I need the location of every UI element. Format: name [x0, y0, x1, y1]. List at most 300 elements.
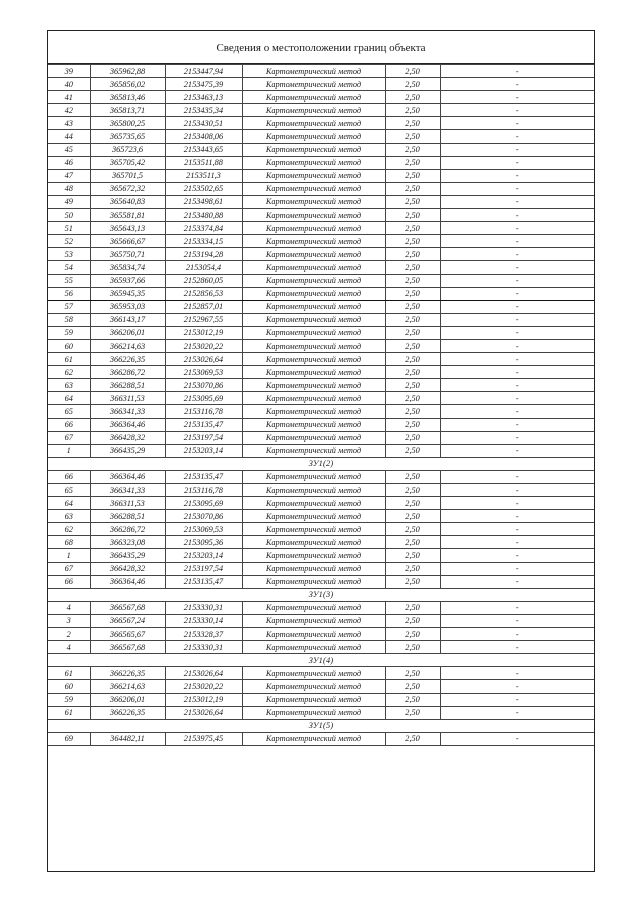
method-cell: Картометрический метод [242, 431, 385, 444]
point-number-cell: 4 [48, 601, 90, 614]
note-cell: - [440, 130, 594, 143]
method-cell: Картометрический метод [242, 418, 385, 431]
table-row [48, 130, 594, 143]
y-coordinate-cell: 2153012,19 [165, 326, 242, 339]
note-cell: - [440, 182, 594, 195]
x-coordinate-cell: 365643,13 [90, 222, 165, 235]
table-row [48, 732, 594, 745]
x-coordinate-cell: 366428,32 [90, 562, 165, 575]
coordinates-table [48, 64, 594, 746]
y-coordinate-cell: 2153135,47 [165, 418, 242, 431]
table-body [48, 65, 594, 746]
point-number-cell: 60 [48, 680, 90, 693]
note-cell: - [440, 497, 594, 510]
x-coordinate-cell: 365834,74 [90, 261, 165, 274]
note-cell: - [440, 65, 594, 78]
x-coordinate-cell: 365800,25 [90, 117, 165, 130]
y-coordinate-cell: 2153026,64 [165, 667, 242, 680]
y-coordinate-cell: 2152860,05 [165, 274, 242, 287]
table-row [48, 497, 594, 510]
point-number-cell: 55 [48, 274, 90, 287]
accuracy-cell: 2,50 [385, 326, 440, 339]
y-coordinate-cell: 2153116,78 [165, 484, 242, 497]
note-cell: - [440, 222, 594, 235]
y-coordinate-cell: 2153374,84 [165, 222, 242, 235]
method-cell: Картометрический метод [242, 104, 385, 117]
y-coordinate-cell: 2153070,86 [165, 379, 242, 392]
point-number-cell: 59 [48, 326, 90, 339]
point-number-cell: 64 [48, 392, 90, 405]
y-coordinate-cell: 2153511,3 [165, 169, 242, 182]
y-coordinate-cell: 2153498,61 [165, 195, 242, 208]
x-coordinate-cell: 365701,5 [90, 169, 165, 182]
accuracy-cell: 2,50 [385, 366, 440, 379]
method-cell: Картометрический метод [242, 195, 385, 208]
method-cell: Картометрический метод [242, 91, 385, 104]
method-cell: Картометрический метод [242, 209, 385, 222]
note-cell: - [440, 91, 594, 104]
method-cell: Картометрический метод [242, 274, 385, 287]
point-number-cell: 61 [48, 706, 90, 719]
method-cell: Картометрический метод [242, 732, 385, 745]
method-cell: Картометрический метод [242, 562, 385, 575]
section-header-row [48, 588, 594, 601]
point-number-cell: 1 [48, 444, 90, 457]
table-row [48, 248, 594, 261]
method-cell: Картометрический метод [242, 287, 385, 300]
x-coordinate-cell: 365735,65 [90, 130, 165, 143]
x-coordinate-cell: 365750,71 [90, 248, 165, 261]
point-number-cell: 47 [48, 169, 90, 182]
accuracy-cell: 2,50 [385, 614, 440, 627]
y-coordinate-cell: 2153095,69 [165, 392, 242, 405]
note-cell: - [440, 444, 594, 457]
y-coordinate-cell: 2153330,31 [165, 601, 242, 614]
y-coordinate-cell: 2153095,69 [165, 497, 242, 510]
point-number-cell: 58 [48, 313, 90, 326]
point-number-cell: 41 [48, 91, 90, 104]
x-coordinate-cell: 366435,29 [90, 549, 165, 562]
table-row [48, 549, 594, 562]
y-coordinate-cell: 2153026,64 [165, 353, 242, 366]
point-number-cell: 49 [48, 195, 90, 208]
point-number-cell: 57 [48, 300, 90, 313]
table-row [48, 209, 594, 222]
table-row [48, 641, 594, 654]
point-number-cell: 60 [48, 339, 90, 352]
note-cell: - [440, 366, 594, 379]
x-coordinate-cell: 365945,35 [90, 287, 165, 300]
method-cell: Картометрический метод [242, 326, 385, 339]
table-row [48, 313, 594, 326]
table-row [48, 235, 594, 248]
note-cell: - [440, 706, 594, 719]
table-row [48, 169, 594, 182]
table-row [48, 667, 594, 680]
point-number-cell: 46 [48, 156, 90, 169]
y-coordinate-cell: 2153511,88 [165, 156, 242, 169]
y-coordinate-cell: 2153069,53 [165, 523, 242, 536]
y-coordinate-cell: 2153975,45 [165, 732, 242, 745]
point-number-cell: 3 [48, 614, 90, 627]
method-cell: Картометрический метод [242, 470, 385, 483]
table-row [48, 143, 594, 156]
method-cell: Картометрический метод [242, 169, 385, 182]
accuracy-cell: 2,50 [385, 562, 440, 575]
table-row [48, 78, 594, 91]
note-cell: - [440, 274, 594, 287]
accuracy-cell: 2,50 [385, 274, 440, 287]
x-coordinate-cell: 365666,67 [90, 235, 165, 248]
x-coordinate-cell: 365581,81 [90, 209, 165, 222]
table-row [48, 65, 594, 78]
note-cell: - [440, 209, 594, 222]
point-number-cell: 2 [48, 628, 90, 641]
y-coordinate-cell: 2153480,88 [165, 209, 242, 222]
accuracy-cell: 2,50 [385, 523, 440, 536]
point-number-cell: 61 [48, 667, 90, 680]
accuracy-cell: 2,50 [385, 287, 440, 300]
note-cell: - [440, 628, 594, 641]
note-cell: - [440, 431, 594, 444]
note-cell: - [440, 536, 594, 549]
accuracy-cell: 2,50 [385, 117, 440, 130]
note-cell: - [440, 195, 594, 208]
x-coordinate-cell: 366567,68 [90, 601, 165, 614]
point-number-cell: 63 [48, 379, 90, 392]
note-cell: - [440, 261, 594, 274]
table-row [48, 104, 594, 117]
table-row [48, 274, 594, 287]
accuracy-cell: 2,50 [385, 313, 440, 326]
method-cell: Картометрический метод [242, 65, 385, 78]
x-coordinate-cell: 365937,66 [90, 274, 165, 287]
x-coordinate-cell: 366364,46 [90, 470, 165, 483]
method-cell: Картометрический метод [242, 353, 385, 366]
table-row [48, 222, 594, 235]
note-cell: - [440, 418, 594, 431]
method-cell: Картометрический метод [242, 339, 385, 352]
method-cell: Картометрический метод [242, 575, 385, 588]
method-cell: Картометрический метод [242, 392, 385, 405]
point-number-cell: 40 [48, 78, 90, 91]
x-coordinate-cell: 366428,32 [90, 431, 165, 444]
accuracy-cell: 2,50 [385, 78, 440, 91]
x-coordinate-cell: 366567,68 [90, 641, 165, 654]
table-row [48, 366, 594, 379]
y-coordinate-cell: 2153435,34 [165, 104, 242, 117]
note-cell: - [440, 235, 594, 248]
note-cell: - [440, 667, 594, 680]
x-coordinate-cell: 366214,63 [90, 339, 165, 352]
x-coordinate-cell: 366364,46 [90, 418, 165, 431]
y-coordinate-cell: 2153194,28 [165, 248, 242, 261]
table-row [48, 392, 594, 405]
x-coordinate-cell: 365962,88 [90, 65, 165, 78]
table-row [48, 523, 594, 536]
method-cell: Картометрический метод [242, 366, 385, 379]
table-row [48, 353, 594, 366]
method-cell: Картометрический метод [242, 156, 385, 169]
point-number-cell: 67 [48, 431, 90, 444]
x-coordinate-cell: 365723,6 [90, 143, 165, 156]
y-coordinate-cell: 2153328,37 [165, 628, 242, 641]
y-coordinate-cell: 2153330,31 [165, 641, 242, 654]
accuracy-cell: 2,50 [385, 392, 440, 405]
table-row [48, 379, 594, 392]
method-cell: Картометрический метод [242, 405, 385, 418]
point-number-cell: 44 [48, 130, 90, 143]
note-cell: - [440, 601, 594, 614]
point-number-cell: 63 [48, 510, 90, 523]
point-number-cell: 39 [48, 65, 90, 78]
section-label: ЗУ1(3) [48, 588, 594, 601]
point-number-cell: 61 [48, 353, 90, 366]
table-row [48, 339, 594, 352]
note-cell: - [440, 693, 594, 706]
note-cell: - [440, 287, 594, 300]
point-number-cell: 48 [48, 182, 90, 195]
x-coordinate-cell: 366206,01 [90, 326, 165, 339]
y-coordinate-cell: 2153197,54 [165, 431, 242, 444]
accuracy-cell: 2,50 [385, 706, 440, 719]
note-cell: - [440, 392, 594, 405]
point-number-cell: 1 [48, 549, 90, 562]
accuracy-cell: 2,50 [385, 379, 440, 392]
point-number-cell: 52 [48, 235, 90, 248]
method-cell: Картометрический метод [242, 313, 385, 326]
section-label: ЗУ1(2) [48, 457, 594, 470]
accuracy-cell: 2,50 [385, 130, 440, 143]
section-label: ЗУ1(5) [48, 719, 594, 732]
section-header-row [48, 719, 594, 732]
method-cell: Картометрический метод [242, 641, 385, 654]
table-row [48, 575, 594, 588]
x-coordinate-cell: 366435,29 [90, 444, 165, 457]
method-cell: Картометрический метод [242, 444, 385, 457]
method-cell: Картометрический метод [242, 614, 385, 627]
table-row [48, 510, 594, 523]
note-cell: - [440, 510, 594, 523]
y-coordinate-cell: 2153026,64 [165, 706, 242, 719]
method-cell: Картометрический метод [242, 130, 385, 143]
note-cell: - [440, 353, 594, 366]
note-cell: - [440, 326, 594, 339]
x-coordinate-cell: 366143,17 [90, 313, 165, 326]
table-row [48, 562, 594, 575]
y-coordinate-cell: 2153430,51 [165, 117, 242, 130]
method-cell: Картометрический метод [242, 680, 385, 693]
accuracy-cell: 2,50 [385, 248, 440, 261]
accuracy-cell: 2,50 [385, 104, 440, 117]
y-coordinate-cell: 2153135,47 [165, 470, 242, 483]
table-row [48, 117, 594, 130]
note-cell: - [440, 614, 594, 627]
y-coordinate-cell: 2153330,14 [165, 614, 242, 627]
point-number-cell: 56 [48, 287, 90, 300]
accuracy-cell: 2,50 [385, 641, 440, 654]
note-cell: - [440, 156, 594, 169]
method-cell: Картометрический метод [242, 143, 385, 156]
point-number-cell: 64 [48, 497, 90, 510]
note-cell: - [440, 78, 594, 91]
y-coordinate-cell: 2153069,53 [165, 366, 242, 379]
accuracy-cell: 2,50 [385, 65, 440, 78]
point-number-cell: 45 [48, 143, 90, 156]
x-coordinate-cell: 365640,83 [90, 195, 165, 208]
point-number-cell: 66 [48, 418, 90, 431]
accuracy-cell: 2,50 [385, 510, 440, 523]
point-number-cell: 59 [48, 693, 90, 706]
method-cell: Картометрический метод [242, 300, 385, 313]
table-row [48, 484, 594, 497]
y-coordinate-cell: 2153334,15 [165, 235, 242, 248]
accuracy-cell: 2,50 [385, 431, 440, 444]
method-cell: Картометрический метод [242, 536, 385, 549]
x-coordinate-cell: 366567,24 [90, 614, 165, 627]
method-cell: Картометрический метод [242, 628, 385, 641]
accuracy-cell: 2,50 [385, 549, 440, 562]
accuracy-cell: 2,50 [385, 169, 440, 182]
x-coordinate-cell: 365856,02 [90, 78, 165, 91]
note-cell: - [440, 523, 594, 536]
point-number-cell: 69 [48, 732, 90, 745]
method-cell: Картометрический метод [242, 693, 385, 706]
y-coordinate-cell: 2153408,06 [165, 130, 242, 143]
table-row [48, 680, 594, 693]
x-coordinate-cell: 366341,33 [90, 484, 165, 497]
note-cell: - [440, 143, 594, 156]
note-cell: - [440, 300, 594, 313]
method-cell: Картометрический метод [242, 510, 385, 523]
accuracy-cell: 2,50 [385, 300, 440, 313]
table-row [48, 300, 594, 313]
point-number-cell: 68 [48, 536, 90, 549]
point-number-cell: 65 [48, 405, 90, 418]
y-coordinate-cell: 2153054,4 [165, 261, 242, 274]
accuracy-cell: 2,50 [385, 222, 440, 235]
x-coordinate-cell: 366341,33 [90, 405, 165, 418]
x-coordinate-cell: 365813,46 [90, 91, 165, 104]
y-coordinate-cell: 2153197,54 [165, 562, 242, 575]
table-row [48, 326, 594, 339]
accuracy-cell: 2,50 [385, 235, 440, 248]
x-coordinate-cell: 366214,63 [90, 680, 165, 693]
x-coordinate-cell: 366206,01 [90, 693, 165, 706]
method-cell: Картометрический метод [242, 601, 385, 614]
accuracy-cell: 2,50 [385, 667, 440, 680]
method-cell: Картометрический метод [242, 484, 385, 497]
method-cell: Картометрический метод [242, 261, 385, 274]
y-coordinate-cell: 2153443,65 [165, 143, 242, 156]
table-row [48, 91, 594, 104]
accuracy-cell: 2,50 [385, 143, 440, 156]
y-coordinate-cell: 2153203,14 [165, 444, 242, 457]
accuracy-cell: 2,50 [385, 353, 440, 366]
method-cell: Картометрический метод [242, 78, 385, 91]
table-row [48, 444, 594, 457]
x-coordinate-cell: 366288,51 [90, 510, 165, 523]
accuracy-cell: 2,50 [385, 470, 440, 483]
y-coordinate-cell: 2153020,22 [165, 339, 242, 352]
method-cell: Картометрический метод [242, 117, 385, 130]
x-coordinate-cell: 366286,72 [90, 366, 165, 379]
method-cell: Картометрический метод [242, 497, 385, 510]
accuracy-cell: 2,50 [385, 156, 440, 169]
table-row [48, 195, 594, 208]
accuracy-cell: 2,50 [385, 536, 440, 549]
note-cell: - [440, 313, 594, 326]
y-coordinate-cell: 2153116,78 [165, 405, 242, 418]
note-cell: - [440, 339, 594, 352]
accuracy-cell: 2,50 [385, 261, 440, 274]
point-number-cell: 53 [48, 248, 90, 261]
x-coordinate-cell: 365672,32 [90, 182, 165, 195]
table-row [48, 405, 594, 418]
x-coordinate-cell: 366226,35 [90, 353, 165, 366]
table-row [48, 287, 594, 300]
method-cell: Картометрический метод [242, 222, 385, 235]
table-row [48, 536, 594, 549]
accuracy-cell: 2,50 [385, 601, 440, 614]
note-cell: - [440, 562, 594, 575]
point-number-cell: 66 [48, 575, 90, 588]
x-coordinate-cell: 366565,67 [90, 628, 165, 641]
table-row [48, 614, 594, 627]
point-number-cell: 51 [48, 222, 90, 235]
table-row [48, 156, 594, 169]
x-coordinate-cell: 365953,03 [90, 300, 165, 313]
y-coordinate-cell: 2153135,47 [165, 575, 242, 588]
point-number-cell: 67 [48, 562, 90, 575]
x-coordinate-cell: 366288,51 [90, 379, 165, 392]
x-coordinate-cell: 366364,46 [90, 575, 165, 588]
x-coordinate-cell: 366323,08 [90, 536, 165, 549]
method-cell: Картометрический метод [242, 523, 385, 536]
x-coordinate-cell: 365813,71 [90, 104, 165, 117]
y-coordinate-cell: 2153463,13 [165, 91, 242, 104]
accuracy-cell: 2,50 [385, 444, 440, 457]
y-coordinate-cell: 2153012,19 [165, 693, 242, 706]
note-cell: - [440, 405, 594, 418]
method-cell: Картометрический метод [242, 379, 385, 392]
note-cell: - [440, 248, 594, 261]
point-number-cell: 42 [48, 104, 90, 117]
point-number-cell: 62 [48, 523, 90, 536]
accuracy-cell: 2,50 [385, 732, 440, 745]
x-coordinate-cell: 364482,11 [90, 732, 165, 745]
y-coordinate-cell: 2153020,22 [165, 680, 242, 693]
table-row [48, 470, 594, 483]
accuracy-cell: 2,50 [385, 693, 440, 706]
x-coordinate-cell: 366286,72 [90, 523, 165, 536]
table-row [48, 182, 594, 195]
y-coordinate-cell: 2153203,14 [165, 549, 242, 562]
note-cell: - [440, 484, 594, 497]
note-cell: - [440, 549, 594, 562]
note-cell: - [440, 169, 594, 182]
x-coordinate-cell: 365705,42 [90, 156, 165, 169]
accuracy-cell: 2,50 [385, 195, 440, 208]
accuracy-cell: 2,50 [385, 628, 440, 641]
accuracy-cell: 2,50 [385, 405, 440, 418]
method-cell: Картометрический метод [242, 667, 385, 680]
y-coordinate-cell: 2152967,55 [165, 313, 242, 326]
accuracy-cell: 2,50 [385, 339, 440, 352]
point-number-cell: 54 [48, 261, 90, 274]
method-cell: Картометрический метод [242, 248, 385, 261]
point-number-cell: 65 [48, 484, 90, 497]
